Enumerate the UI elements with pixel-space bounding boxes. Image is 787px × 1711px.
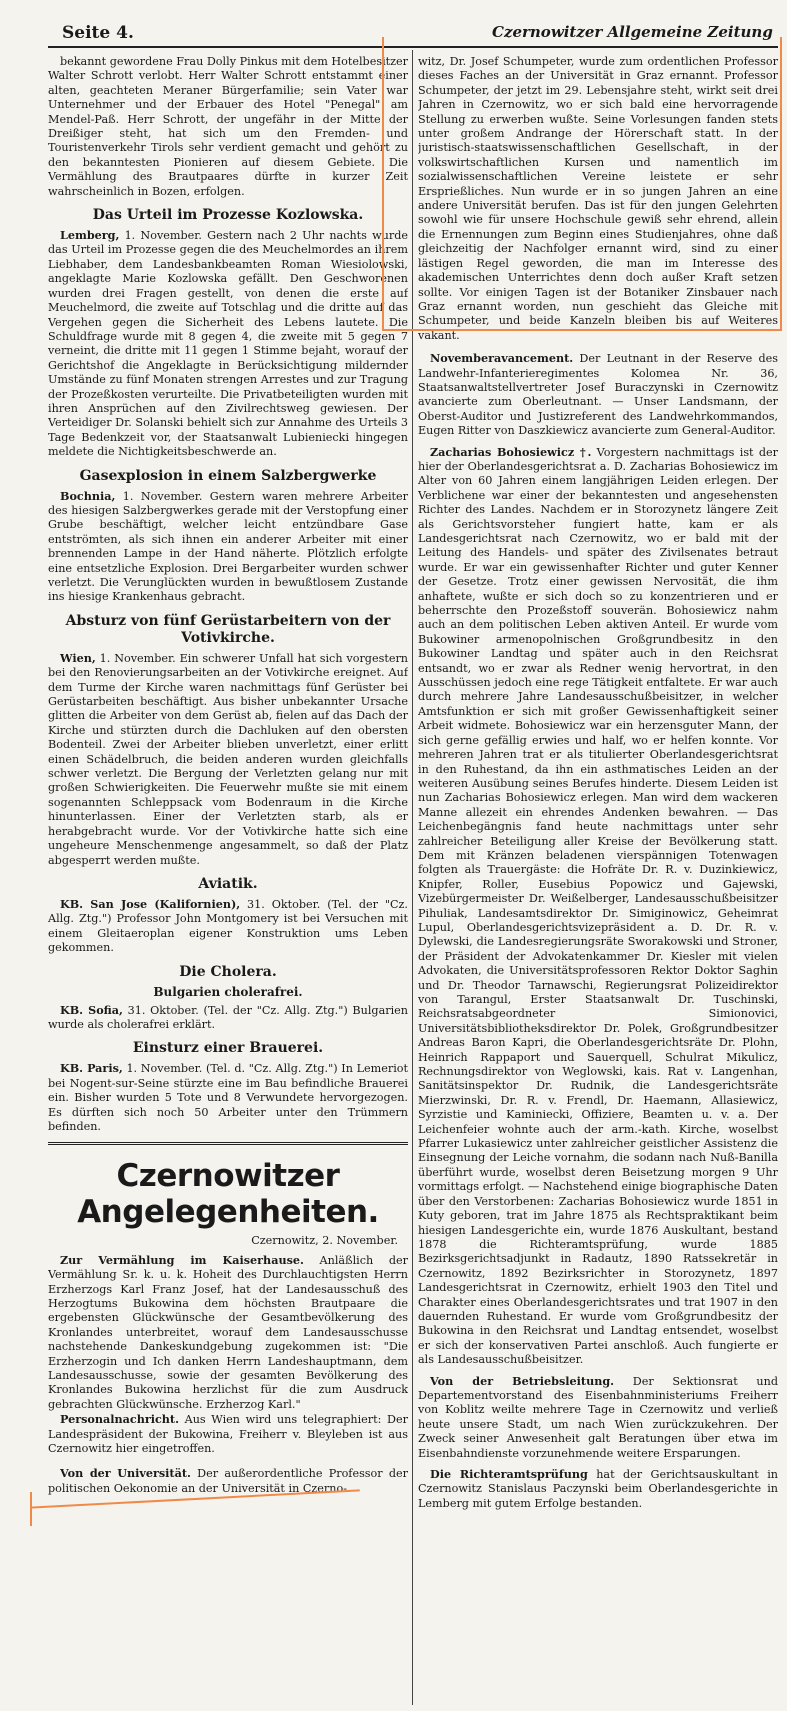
header-rule <box>48 46 778 48</box>
item-text: Aus Wien wird uns telegraphiert: Der Landespräsident der Bukowina, Freiherr v. Bleyleben ist aus Czernowitz hier eingetroffen. <box>48 1413 408 1456</box>
section-separator <box>48 1142 408 1148</box>
article-title: Absturz von fünf Gerüstarbeitern von der Votivkirche. <box>65 612 391 646</box>
right-column <box>418 55 778 1705</box>
article-title: Das Urteil im Prozesse Kozlowska. <box>92 207 364 224</box>
article-text: 1. November. Gestern nach 2 Uhr nachts wurde das Urteil im Prozesse gegen die des Meuchelmordes an ihrem Liebhaber, dem Landesbankbeamten Roman Wiesiolowski, angeklagte Marie Kozlowska gefällt. Den Geschworenen wurden drei Fragen gestellt, von denen die erste auf Meuchelmord, die zweite auf Totschlag und die dritte auf das Vergehen gegen die Sicherheit des Lebens lautete. Die Schuldfrage wurde mit 8 gegen 4, die zweite mit 5 gegen 7 verneint, die dritte mit 11 gegen 1 Stimme bejaht, worauf der Gerichtshof die Angeklagte in Berücksichtigung mildernder Umstände zu fünf Monaten strengen Arrestes und zur Tragung der Prozeßkosten verurteilte. Die Privatbeteiligten wurden mit ihren Ansprüchen auf den Zivilrechtsweg gewiesen. Der Verteidiger Dr. Solanski behielt sich zur Annahme des Urteils 3 Tage Bedenkzeit vor, der Staatsanwalt Lubieniecki hingegen meldete die Nichtigkeitsbeschwerde an. <box>48 229 408 459</box>
article-title: Gasexplosion in einem Salzbergwerke <box>79 467 377 484</box>
newspaper-title: Czernowitzer Allgemeine Zeitung <box>492 23 773 41</box>
page-number: Seite 4. <box>62 23 134 43</box>
news-item <box>48 1253 408 1412</box>
dateline: Wien, <box>60 650 96 665</box>
item-text: Der Leutnant in der Reserve des Landwehr-Infanterieregimentes Kolomea Nr. 36, Staatsanwaltstellvertreter Josef Buraczynski in Czernowitz avancierte zum Oberleutnant. — Unser Landsmann, der Oberst-Auditor und Justizreferent des Landwehrkommandos, Eugen Ritter von Daszkiewicz avancierte zum General-Auditor. <box>418 352 778 438</box>
dateline: Bochnia, <box>60 488 116 503</box>
article-body <box>48 1061 408 1134</box>
article-body <box>48 228 408 460</box>
news-item <box>418 351 778 438</box>
dateline: Lemberg, <box>60 228 120 243</box>
paragraph-gap <box>418 343 778 351</box>
item-lead: Zur Vermählung im Kaiserhause. <box>60 1252 304 1267</box>
dateline: KB. San Jose (Kalifornien), <box>60 896 241 911</box>
item-lead: Die Richteramtsprüfung <box>430 1467 588 1481</box>
dateline: KB. Sofia, <box>60 1002 123 1017</box>
item-lead: Von der Betriebsleitung. <box>430 1373 615 1388</box>
article-text: 1. November. Gestern waren mehrere Arbeiter des hiesigen Salzbergwerkes gerade mit der Verstopfung einer Grube beschäftigt, welcher leicht entzündbare Gase entströmten, als sich ihnen ein anderer Arbeiter mit einer brennenden Lampe in der Hand näherte. Plötzlich erfolgte eine entsetzliche Explosion. Drei Bergarbeiter wurden schwer verletzt. Die Verunglückten wurden in bewußtlosem Zustande ins hiesige Krankenhaus gebracht. <box>48 489 408 604</box>
article-title: Aviatik. <box>198 875 258 892</box>
article-body <box>48 651 408 868</box>
dateline: KB. Paris, <box>60 1061 123 1076</box>
item-text: Der Sektionsrat und Departementvorstand des Eisenbahnministeriums Freiherr von Koblitz weilte mehrere Tage in Czernowitz und verließ heute unsere Stadt, um nach Wien zurückzukehren. Der Zweck seiner Anwesenheit galt Beratungen über etwa im Eisenbahndienste vorzunehmende weitere Ersparungen. <box>418 1374 778 1460</box>
article-text: 1. November. (Tel. d. "Cz. Allg. Ztg.") In Lemeriot bei Nogent-sur-Seine stürzte eine im Bau befindliche Brauerei ein. Bisher wurden 5 Tote und 8 Verwundete hervorgezogen. Es dürften sich noch 50 Arbeiter unter den Trümmern befinden. <box>48 1062 408 1133</box>
article-body <box>48 897 408 956</box>
news-item <box>48 1466 408 1496</box>
intro-paragraph: bekannt gewordene Frau Dolly Pinkus mit dem Hotelbesitzer Walter Schrott verlobt. Herr Walter Schrott entstammt einer alten, geachteten Meraner Bürgerfamilie; sein Vater war Unternehmer und der Erbauer des Hotel "Penegal" am Mendel-Paß. Herr Schrott, der ungefähr in der Mitte der Dreißiger steht, hat sich um den Fremden- und Touristenverkehr Tirols sehr verdient gemacht und gehört zu den bekanntesten Pionieren auf diesem Gebiete. Die Vermählung des Brautpaares dürfte in kurzer Zeit wahrscheinlich in Bozen, erfolgen. <box>48 55 408 198</box>
page-header <box>0 0 787 50</box>
item-lead: Von der Universität. <box>60 1466 191 1481</box>
item-lead: Novemberavancement. <box>430 351 574 366</box>
section-dateline: Czernowitz, 2. November. <box>251 1234 398 1248</box>
left-column <box>48 55 408 1705</box>
news-item <box>418 445 778 1368</box>
article-body <box>48 489 408 605</box>
article-subtitle: Bulgarien cholerafrei. <box>153 984 303 999</box>
item-lead: Zacharias Bohosiewicz †. <box>430 444 592 459</box>
item-text: Anläßlich der Vermählung Sr. k. u. k. Hoheit des Durchlauchtigsten Herrn Erzherzogs Karl Franz Josef, hat der Landesausschuß des Herzogtums Bukowina dem höchsten Brautpaare die ergebensten Glückwünsche der Gesamtbevölkerung des Kronlandes unterbreitet, worauf dem Landesausschusse nachstehende Dankeskundgebung zugekommen ist: "Die Erzherzogin und Ich danken Herrn Landeshauptmann, dem Landesausschusse, sowie der gesamten Bevölkerung des Kronlandes Bukowina herzlichst für die zum Ausdruck gebrachten Glückwünsche. Erzherzog Karl." <box>48 1253 408 1411</box>
highlight-tick <box>30 1492 32 1526</box>
article-body <box>48 1003 408 1033</box>
item-text: hat der Gerichtsauskultant in Czernowitz Stanislaus Paczynski beim Oberlandesgerichte in Lemberg mit gutem Erfolge bestanden. <box>418 1468 778 1510</box>
article-text: 31. Oktober. (Tel. der "Cz. Allg. Ztg.") Bulgarien wurde als cholerafrei erklärt. <box>48 1003 408 1031</box>
article-text: 31. Oktober. (Tel. der "Cz. Allg. Ztg.") Professor John Montgomery ist bei Versuchen mit einem Gleitaeroplan eigener Konstruktion ums Leben gekommen. <box>48 897 408 955</box>
article-text: 1. November. Ein schwerer Unfall hat sich vorgestern bei den Renovierungsarbeiten an der Votivkirche ereignet. Auf dem Turme der Kirche waren nachmittags fünf Gerüster bei Gerüstarbeiten beschäftigt. Aus bisher unbekannter Ursache glitten die Arbeiter von dem Gerüst ab, fielen auf das Dach der Kirche und stürzten durch die Dachluken auf den obersten Bodenteil. Zwei der Arbeiter blieben unverletzt, einer erlitt einen Schädelbruch, die beiden anderen wurden gleichfalls schwer verletzt. Die Bergung der Verletzten gelang nur mit großen Schwierigkeiten. Die Feuerwehr mußte sie mit einem sogenannten Schleppsack vom Bodenraum in die Kirche hinunterlassen. Einer der Verletzten starb, als er herabgebracht wurde. Vor der Votivkirche hatte sich eine ungeheure Menschenmenge angesammelt, so daß der Platz abgesperrt werden mußte. <box>48 651 408 867</box>
continued-paragraph: witz, Dr. Josef Schumpeter, wurde zum ordentlichen Professor dieses Faches an der Universität in Graz ernannt. Professor Schumpeter, der jetzt im 29. Lebensjahre steht, wirkt seit drei Jahren in Czernowitz, wo er sich bald eine hervorragende Stellung zu erwerben wußte. Seine Vorlesungen fanden stets unter großem Andrange der Hörerschaft statt. In der juristisch-staatswissenschaftlichen Gesellschaft, in der volkswirtschaftlichen Kursen und namentlich im sozialwissenschaftlichen Vereine leistete er sehr Ersprießliches. Nun wurde er in so jungen Jahren an eine andere Universität berufen. Das ist für den jungen Gelehrten sowohl wie für unsere Hochschule gewiß sehr ehrend, allein die Ernennungen zum Beginn eines Studienjahres, ohne daß gleichzeitig der Nachfolger ernannt wird, sind zu einer lästigen Regel geworden, die man im Interesse des akademischen Unterrichtes denn doch außer Kraft setzen sollte. Vor einigen Tagen ist der Botaniker Zinsbauer nach Graz ernannt worden, nun geschieht das Gleiche mit Schumpeter, und beide Kanzeln bleiben bis auf Weiteres vakant. <box>418 55 778 342</box>
item-lead: Personalnachricht. <box>60 1412 179 1427</box>
column-divider <box>412 50 413 1705</box>
section-title: Czernowitzer Angelegenheiten. <box>77 1158 379 1231</box>
news-item <box>418 1467 778 1511</box>
news-item <box>418 1374 778 1461</box>
news-item <box>48 1412 408 1456</box>
item-text: Vorgestern nachmittags ist der hier der Oberlandesgerichtsrat a. D. Zacharias Bohosiewicz im Alter von 60 Jahren einem langjährigen Leiden erlegen. Der Verblichene war einer der bekanntesten und angesehensten Richter des Landes. Nachdem er in Storozynetz längere Zeit als Gerichtsvorsteher fungiert hatte, kam er als Landesgerichtsrat nach Czernowitz, wo er bald mit der Leitung des Handels- und später des Zivilsenates betraut wurde. Er war ein gewissenhafter Richter und guter Kenner der Gesetze. Trotz einer gewissen Nervosität, die ihm anhaftete, wußte er sich doch so zu konzentrieren und er beherrschte den Prozeßstoff souverän. Bohosiewicz nahm auch an dem politischen Leben aktiven Anteil. Er wurde vom Bukowiner armenopolnischen Großgrundbesitz in den Bukowiner Landtag und später auch in den Reichsrat entsandt, wo er zwar als Redner wenig hervortrat, in den Ausschüssen jedoch eine rege Tätigkeit entfaltete. Er war auch durch mehrere Jahre Landesausschußbeisitzer, in welcher Amtsfunktion er sich mit großer Gewissenhaftigkeit seiner Arbeit widmete. Bohosiewicz war ein herzensguter Mann, der sich gerne gefällig erwies und half, wo er helfen konnte. Vor mehreren Jahren trat er als titulierter Oberlandesgerichtsrat in den Ruhestand, da ihn ein asthmatisches Leiden an der weiteren Ausübung seines Berufes hinderte. Diesem Leiden ist nun Zacharias Bohosiewicz erlegen. Man wird dem wackeren Manne allezeit ein ehrendes Andenken bewahren. — Das Leichenbegängnis fand heute nachmittags unter sehr zahlreicher Beteiligung aller Kreise der Bevölkerung statt. Dem mit Kränzen beladenen vierspännigen Totenwagen folgten als Trauergäste: die Hofräte Dr. R. v. Duzinkiewicz, Knipfer, Roller, Eusebius Popowicz und Gajewski, Vizebürgermeister Dr. Weißelberger, Landesausschußbeisitzer Pihuliak, Landesamtsdirektor Dr. Simiginowicz, Geheimrat Lupul, Oberlandesgerichtsvizepräsident a. D. Dr. R. v. Dylewski, die Landesregierungsräte Sworakowski und Stroner, der Präsident der Advokatenkammer Dr. Kiesler mit vielen Advokaten, die Universitätsprofessoren Rektor Doktor Saghin und Dr. Theodor Tarnawschi, Regierungsrat Polizeidirektor von Tarangul, Erster Staatsanwalt Dr. Tuschinski, Reichsratsabgeordneter Simionovici, Universitätsbibliotheksdirektor Dr. Polek, Großgrundbesitzer Andreas Baron Kapri, die Oberlandesgerichtsräte Dr. Plohn, Heinrich Rappaport und Sauerquell, Schulrat Mikulicz, Rechnungsdirektor von Weglowski, kais. Rat v. Langenhan, Sanitätsinspektor Dr. Rudnik, die Landesgerichtsräte Mierzwinski, Dr. R. v. Frendl, Dr. Haemann, Allasiewicz, Syrzistie und Kaminiecki, Offiziere, Beamten u. v. a. Der Leichenfeier wohnte auch der arm.-kath. Kirche, woselbst Pfarrer Lukasiewicz unter zahlreicher geistlicher Assistenz die Einsegnung der Leiche vornahm, die sodann nach Nuß-Banilla überführt wurde, woselbst deren Beisetzung morgen 9 Uhr vormittags erfolgt. — Nachstehend einige biographische Daten über den Verstorbenen: Zacharias Bohosiewicz wurde 1851 in Kuty geboren, trat im Jahre 1875 als Rechtspraktikant beim hiesigen Landesgerichte ein, wurde 1876 Auskultant, bestand 1878 die Richteramtsprüfung, wurde 1885 Bezirksgerichtsadjunkt in Radautz, 1890 Ratssekretär in Czernowitz, 1892 Bezirksrichter in Storozynetz, 1897 Landesgerichtsrat in Czernowitz, erhielt 1903 den Titel und Charakter eines Oberlandesgerichtsrates und trat 1907 in den dauernden Ruhestand. Er wurde vom Großgrundbesitz der Bukowina in den Reichsrat und Landtag entsendet, woselbst er sich der konservativen Partei anschloß. Auch fungierte er als Landesausschußbeisitzer. <box>418 445 778 1367</box>
item-text: Der außerordentliche Professor der politischen Oekonomie an der Universität in Czerno- <box>48 1467 408 1495</box>
article-title: Einsturz einer Brauerei. <box>132 1040 324 1057</box>
article-title: Die Cholera. <box>179 963 277 980</box>
